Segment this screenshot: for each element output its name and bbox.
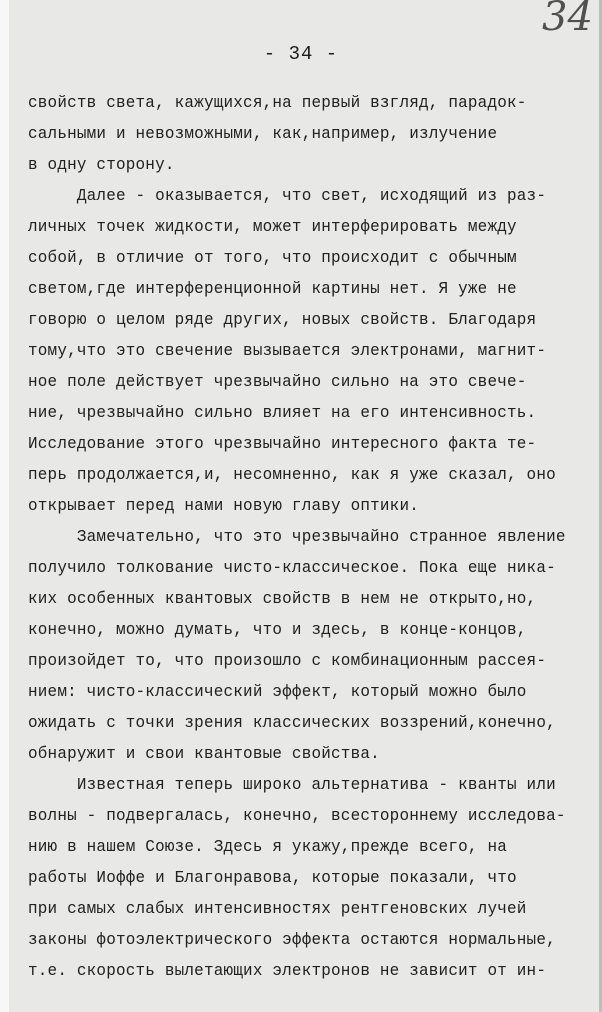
text-line: тому,что это свечение вызывается электронами, магнит- (28, 342, 547, 360)
text-line: ние, чрезвычайно сильно влияет на его интенсивность. (28, 404, 537, 422)
text-line: свойств света, кажущихся,на первый взгляд, парадок- (28, 94, 527, 112)
text-line: волны - подвергалась, конечно, всестороннему исследова- (28, 807, 566, 825)
text-line: обнаружит и свои квантовые свойства. (28, 745, 380, 763)
text-line: нием: чисто-классический эффект, который можно было (28, 683, 527, 701)
text-line: ких особенных квантовых свойств в нем не открыто,но, (28, 590, 537, 608)
text-line: нию в нашем Союзе. Здесь я укажу,прежде всего, на (28, 838, 507, 856)
text-line: сальными и невозможными, как,например, излучение (28, 125, 498, 143)
text-line: перь продолжается,и, несомненно, как я уже сказал, оно (28, 466, 556, 484)
text-line: произойдет то, что произошло с комбинационным рассея- (28, 652, 547, 670)
document-body (28, 88, 602, 987)
text-line: светом,где интерференционной картины нет. Я уже не (28, 280, 517, 298)
page-number: - 34 - (263, 43, 339, 65)
text-line: законы фотоэлектрического эффекта остаются нормальные, (28, 931, 556, 949)
text-line: открывает перед нами новую главу оптики. (28, 497, 420, 515)
text-line: в одну сторону. (28, 156, 175, 174)
scan-margin-strip (0, 0, 9, 1012)
text-line: Замечательно, что это чрезвычайно странное явление (28, 528, 566, 546)
text-line: т.е. скорость вылетающих электронов не зависит от ин- (28, 962, 547, 980)
text-line: собой, в отличие от того, что происходит с обычным (28, 249, 517, 267)
text-line: конечно, можно думать, что и здесь, в конце-концов, (28, 621, 527, 639)
text-line: Далее - оказывается, что свет, исходящий из раз- (28, 187, 547, 205)
text-line: говорю о целом ряде других, новых свойств. Благодаря (28, 311, 537, 329)
text-line: личных точек жидкости, может интерферировать между (28, 218, 517, 236)
text-line: работы Иоффе и Благонравова, которые показали, что (28, 869, 517, 887)
handwritten-folio-number: 34 (542, 0, 593, 40)
text-line: Известная теперь широко альтернатива - кванты или (28, 776, 556, 794)
text-line: ожидать с точки зрения классических воззрений,конечно, (28, 714, 556, 732)
text-line: получило толкование чисто-классическое. Пока еще ника- (28, 559, 556, 577)
text-line: при самых слабых интенсивностях рентгеновских лучей (28, 900, 527, 918)
text-line: Исследование этого чрезвычайно интересного факта те- (28, 435, 537, 453)
text-line: ное поле действует чрезвычайно сильно на это свече- (28, 373, 527, 391)
